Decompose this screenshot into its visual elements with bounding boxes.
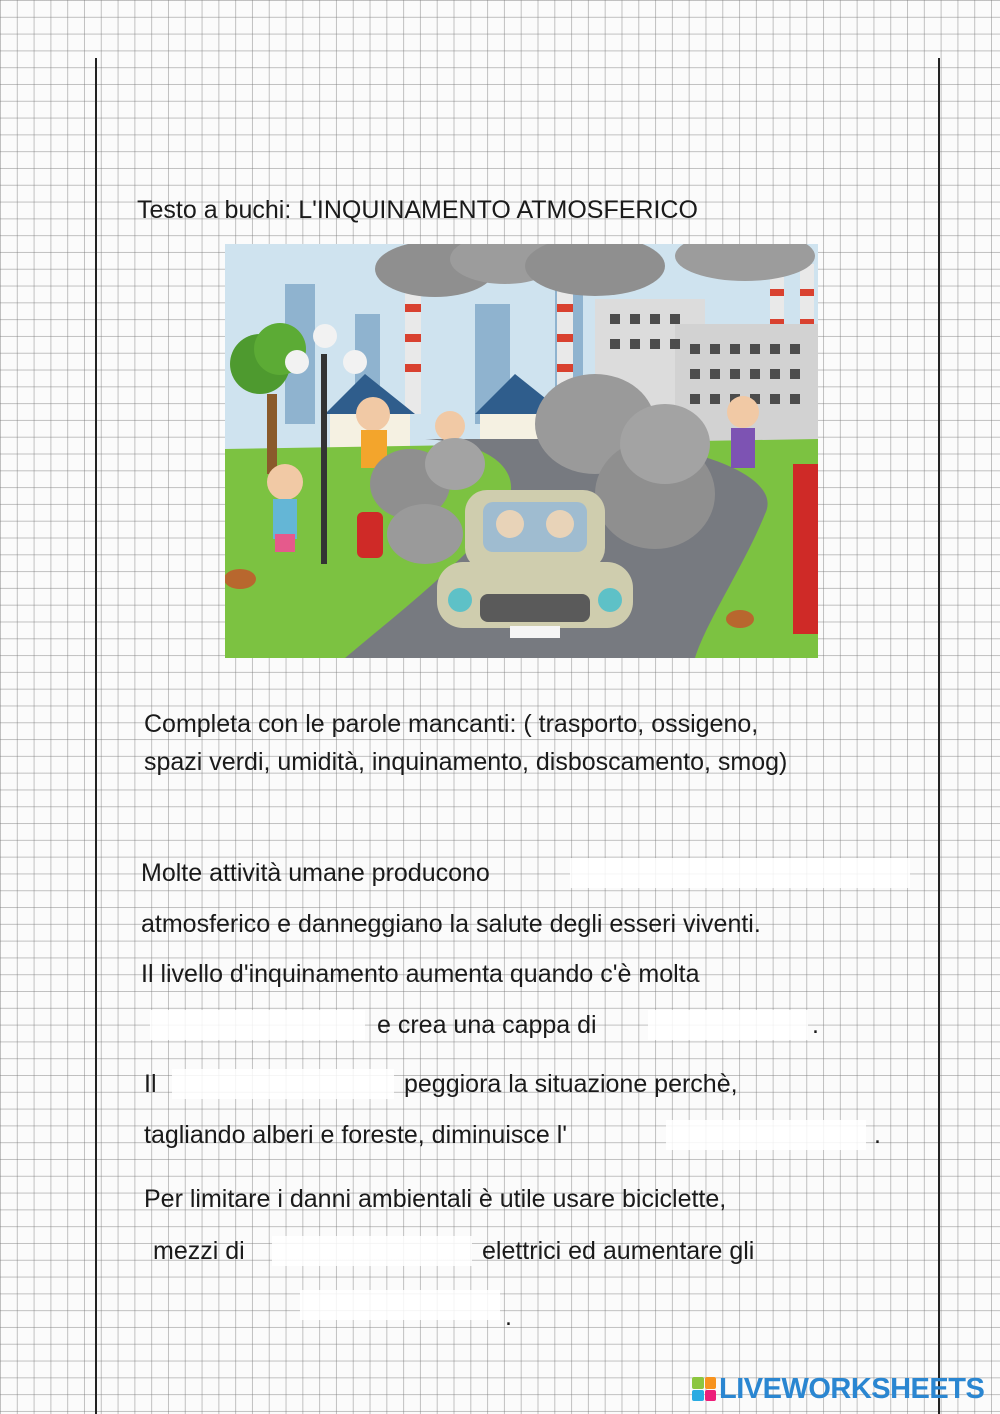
sentence-line-2: atmosferico e danneggiano la salute degli esseri viventi. [141,910,761,938]
sentence-line-7: Per limitare i danni ambientali è utile usare biciclette, [144,1185,727,1213]
sentence-line-8: mezzi di [153,1237,245,1265]
city-pollution-picture [225,244,818,658]
liveworksheets-badge-icon [692,1377,716,1401]
answer-blank-3[interactable] [648,1010,808,1040]
answer-blank-5[interactable] [666,1120,866,1150]
answer-blank-6[interactable] [272,1236,472,1266]
sentence-line-9: . [505,1303,512,1331]
answer-blank-2[interactable] [150,1010,365,1040]
sentence-line-6: tagliando alberi e foreste, diminuisce l' [144,1121,568,1149]
left-margin-line [95,58,97,1414]
answer-blank-4[interactable] [172,1069,394,1099]
liveworksheets-logo [692,1372,984,1406]
answer-blank-7[interactable] [300,1290,500,1320]
liveworksheets-wordmark: LIVEWORKSHEETS [719,1372,985,1405]
pollution-illustration [225,244,818,658]
answer-blank-1[interactable] [570,858,910,888]
sentence-line-1: Molte attività umane producono [141,859,490,887]
sentence-line-3: Il livello d'inquinamento aumenta quando c'è molta [141,960,700,988]
right-margin-line [938,58,940,1414]
sentence-line-5: Il [144,1070,157,1098]
sentence-line-6-end: . [874,1121,881,1149]
sentence-line-4: e crea una cappa di [377,1011,597,1039]
sentence-line-4-end: . [812,1011,819,1039]
sentence-line-8-end: elettrici ed aumentare gli [482,1237,755,1265]
instructions: Completa con le parole mancanti: ( trasporto, ossigeno, spazi verdi, umidità, inquinamento, disboscamento, smog) [144,710,788,776]
sentence-line-5-end: peggiora la situazione perchè, [404,1070,738,1098]
worksheet-title: Testo a buchi: L'INQUINAMENTO ATMOSFERICO [137,196,698,224]
